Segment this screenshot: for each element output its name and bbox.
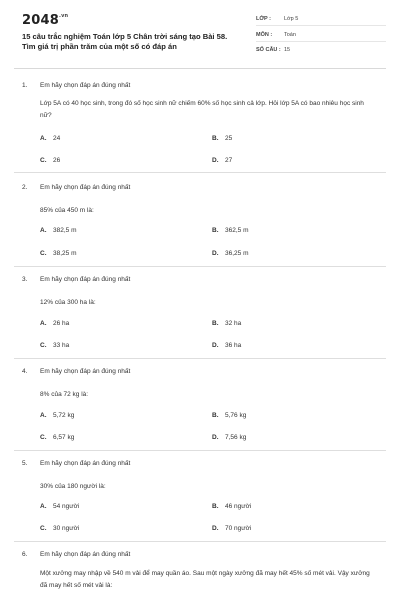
logo-suffix: .vn <box>58 13 69 19</box>
question-number: 2. <box>22 184 28 191</box>
option-letter: D. <box>212 157 219 164</box>
option-c[interactable] <box>40 342 69 349</box>
document-title: 15 câu trắc nghiệm Toán lớp 5 Chân trời sáng tạo Bài 58. Tìm giá trị phần trăm của một số có đáp án <box>22 32 228 51</box>
meta-grade-key: LỚP : <box>256 16 271 22</box>
option-letter: C. <box>40 157 47 164</box>
option-text: 54 người <box>53 503 80 510</box>
option-b[interactable] <box>212 412 246 419</box>
option-d[interactable] <box>212 434 246 441</box>
option-text: 38,25 m <box>53 250 77 257</box>
option-letter: B. <box>212 412 219 419</box>
option-b[interactable] <box>212 227 249 234</box>
question-instruction: Em hãy chọn đáp án đúng nhất <box>40 460 131 467</box>
meta-subject-value: Toán <box>284 32 296 38</box>
option-letter: D. <box>212 434 219 441</box>
question-number: 1. <box>22 82 28 89</box>
option-letter: C. <box>40 525 47 532</box>
option-letter: A. <box>40 503 47 510</box>
question-instruction: Em hãy chọn đáp án đúng nhất <box>40 276 131 283</box>
option-letter: C. <box>40 342 47 349</box>
question-divider <box>14 172 386 173</box>
option-c[interactable] <box>40 250 77 257</box>
option-text: 70 người <box>225 525 252 532</box>
option-letter: D. <box>212 525 219 532</box>
option-text: 46 người <box>225 503 252 510</box>
question-stem: Một xưởng may nhập về 540 m vải để may quần áo. Sau một ngày xưởng đã may hết 45% số mét vải. Vậy xưởng đã may hết số mét vải là: <box>40 570 370 590</box>
site-logo[interactable] <box>22 13 68 28</box>
option-text: 32 ha <box>225 320 242 327</box>
meta-grade-value: Lớp 5 <box>284 16 299 22</box>
option-text: 27 <box>225 157 233 164</box>
option-a[interactable] <box>40 320 69 327</box>
question-instruction: Em hãy chọn đáp án đúng nhất <box>40 551 131 558</box>
option-text: 26 ha <box>53 320 70 327</box>
option-d[interactable] <box>212 525 251 532</box>
option-letter: B. <box>212 503 219 510</box>
question-divider <box>14 358 386 359</box>
option-c[interactable] <box>40 157 60 164</box>
meta-count-key: SỐ CÂU : <box>256 47 281 53</box>
meta-subject-key: MÔN : <box>256 32 273 38</box>
option-text: 33 ha <box>53 342 70 349</box>
option-a[interactable] <box>40 227 77 234</box>
option-text: 5,72 kg <box>53 412 75 419</box>
option-letter: B. <box>212 227 219 234</box>
question-number: 4. <box>22 368 28 375</box>
option-letter: B. <box>212 320 219 327</box>
question-stem: 85% của 450 m là: <box>40 207 94 214</box>
question-stem: 30% của 180 người là: <box>40 483 106 490</box>
option-c[interactable] <box>40 434 74 441</box>
option-d[interactable] <box>212 250 249 257</box>
option-text: 24 <box>53 135 61 142</box>
document-header <box>0 0 400 66</box>
question-instruction: Em hãy chọn đáp án đúng nhất <box>40 368 131 375</box>
option-text: 36,25 m <box>225 250 249 257</box>
option-b[interactable] <box>212 320 241 327</box>
option-text: 26 <box>53 157 61 164</box>
question-divider <box>14 541 386 542</box>
option-text: 5,76 kg <box>225 412 247 419</box>
option-letter: C. <box>40 250 47 257</box>
option-text: 36 ha <box>225 342 242 349</box>
question-stem: 8% của 72 kg là: <box>40 391 89 398</box>
question-number: 6. <box>22 551 28 558</box>
question-stem: Lớp 5A có 40 học sinh, trong đó số học sinh nữ chiếm 60% số học sinh cả lớp. Hỏi lớp 5A có bao nhiêu học sinh nữ? <box>40 100 364 120</box>
option-letter: A. <box>40 320 47 327</box>
question-instruction: Em hãy chọn đáp án đúng nhất <box>40 82 131 89</box>
option-text: 25 <box>225 135 233 142</box>
option-d[interactable] <box>212 157 232 164</box>
option-letter: D. <box>212 342 219 349</box>
option-letter: A. <box>40 135 47 142</box>
question-number: 3. <box>22 276 28 283</box>
option-text: 6,57 kg <box>53 434 75 441</box>
header-divider <box>14 68 386 69</box>
option-text: 382,5 m <box>53 227 77 234</box>
option-b[interactable] <box>212 135 232 142</box>
option-letter: A. <box>40 412 47 419</box>
option-letter: B. <box>212 135 219 142</box>
option-text: 362,5 m <box>225 227 249 234</box>
question-number: 5. <box>22 460 28 467</box>
meta-divider <box>256 41 386 42</box>
meta-count-value: 15 <box>284 47 291 53</box>
option-a[interactable] <box>40 503 79 510</box>
logo-text: 2048 <box>22 13 59 28</box>
option-letter: D. <box>212 250 219 257</box>
question-stem: 12% của 300 ha là: <box>40 299 96 306</box>
option-c[interactable] <box>40 525 79 532</box>
option-d[interactable] <box>212 342 241 349</box>
option-text: 30 người <box>53 525 80 532</box>
meta-divider <box>256 25 386 26</box>
option-a[interactable] <box>40 412 74 419</box>
option-a[interactable] <box>40 135 60 142</box>
option-text: 7,56 kg <box>225 434 247 441</box>
question-divider <box>14 450 386 451</box>
option-b[interactable] <box>212 503 251 510</box>
option-letter: A. <box>40 227 47 234</box>
question-instruction: Em hãy chọn đáp án đúng nhất <box>40 184 131 191</box>
question-divider <box>14 266 386 267</box>
option-letter: C. <box>40 434 47 441</box>
